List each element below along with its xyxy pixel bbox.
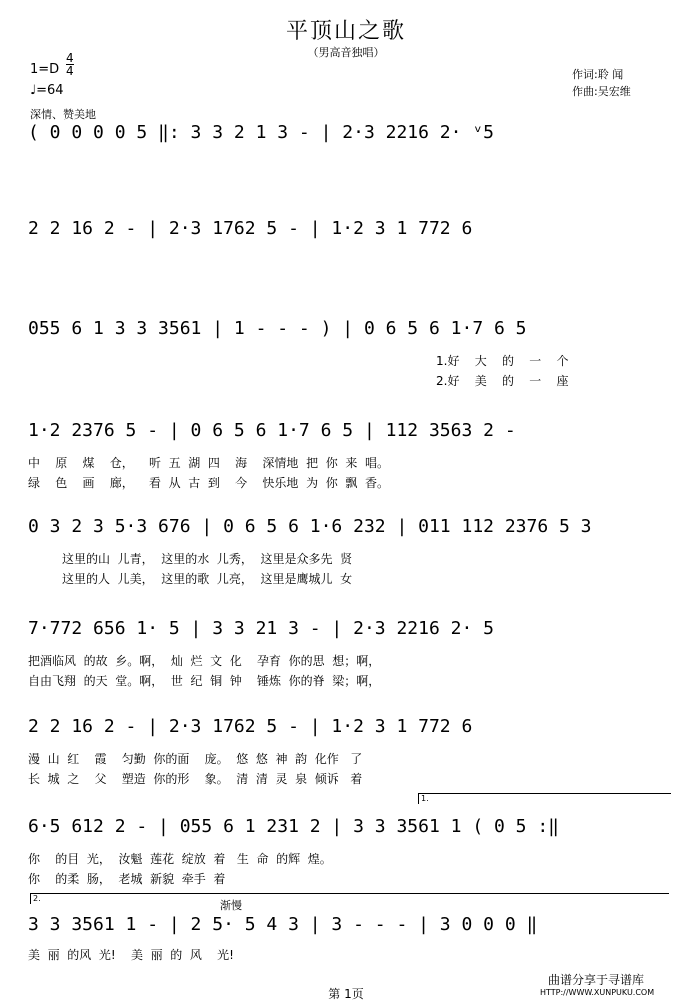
lyric-verse-2: 绿 色 画 廊， 看 从 古 到 今 快乐地 为 你 飘 香。 [28,476,389,490]
notation-line: 2 2 16 2 - | 2·3 1762 5 - | 1·2 3 1 772 6 [28,218,473,239]
notation-line: 0 3 2 3 5·3 676 | 0 6 5 6 1·6 232 | 011 112 2376 5 3 [28,516,592,537]
notation-line: 2 2 16 2 - | 2·3 1762 5 - | 1·2 3 1 772 6 [28,716,473,737]
lyric-verse-2: 自由飞翔 的天 堂。啊， 世 纪 铜 钟 锤炼 你的脊 梁；啊， [28,674,381,688]
lyric-verse-1: 你 的目 光， 汝魁 莲花 绽放 着 生 命 的辉 煌。 [28,852,332,866]
lyric-verse-1: 美 丽 的风 光! 美 丽 的 风 光! [28,948,234,962]
time-sig-bottom: 4 [66,64,74,78]
lyric-verse-2: 这里的人 儿美， 这里的歌 儿亮， 这里是鹰城儿 女 [62,572,353,586]
lyric-verse-2: 你 的柔 肠， 老城 新貌 牵手 着 [28,872,226,886]
notation-line: 6·5 612 2 - | 055 6 1 231 2 | 3 3 3561 1 ( 0 5 :‖ [28,816,560,837]
lyric-verse-2: 长 城 之 父 塑造 你的形 象。 清 清 灵 泉 倾诉 着 [28,772,363,786]
notation-line: 3 3 3561 1 - | 2 5· 5 4 3 | 3 - - - | 3 0 0 0 ‖ [28,914,538,935]
notation-line: 7·772 656 1· 5 | 3 3 21 3 - | 2·3 2216 2· 5 [28,618,494,639]
volta-2-bracket: 2. [30,893,669,904]
time-sig-top: 4 [66,51,74,65]
credits [572,66,631,100]
lyric-verse-2: 2.好 美 的 一 座 [436,374,569,388]
lyric-verse-1: 中 原 煤 仓， 听 五 湖 四 海 深情地 把 你 来 唱。 [28,456,389,470]
lyric-verse-1: 这里的山 儿青， 这里的水 儿秀， 这里是众多先 贤 [62,552,353,566]
site-url[interactable]: HTTP://WWW.XUNPUKU.COM [540,988,655,997]
tempo-mark: ♩=64 [30,83,64,98]
subtitle: （男高音独唱） [307,46,385,59]
site-name: 曲谱分享于寻谱库 [548,973,645,987]
notation-line: 1·2 2376 5 - | 0 6 5 6 1·7 6 5 | 112 3563 2 - [28,420,516,441]
notation-line: 055 6 1 3 3 3561 | 1 - - - ) | 0 6 5 6 1·7 6 5 [28,318,527,339]
composer: 作曲:吴宏维 [572,85,631,98]
notation-line: ( 0 0 0 0 5 ‖: 3 3 2 1 3 - | 2·3 2216 2· ᵛ5 [28,122,494,143]
lyric-verse-1: 漫 山 红 霞 匀勤 你的面 庞。 悠 悠 神 韵 化作 了 [28,752,363,766]
expression-mark: 深情、赞美地 [30,108,96,121]
volta-1-bracket: 1. [418,793,671,804]
slowing-mark: 渐慢 [220,899,242,912]
lyric-verse-1: 1.好 大 的 一 个 [436,354,569,368]
lyric-verse-1: 把酒临风 的故 乡。啊， 灿 烂 文 化 孕育 你的思 想；啊， [28,654,381,668]
time-signature [66,52,74,77]
lyricist: 作词:聆 闻 [572,68,624,81]
key-signature: 1=D [30,62,60,77]
song-title: 平顶山之歌 [285,19,406,44]
page-number: 第 1页 [328,987,364,1001]
